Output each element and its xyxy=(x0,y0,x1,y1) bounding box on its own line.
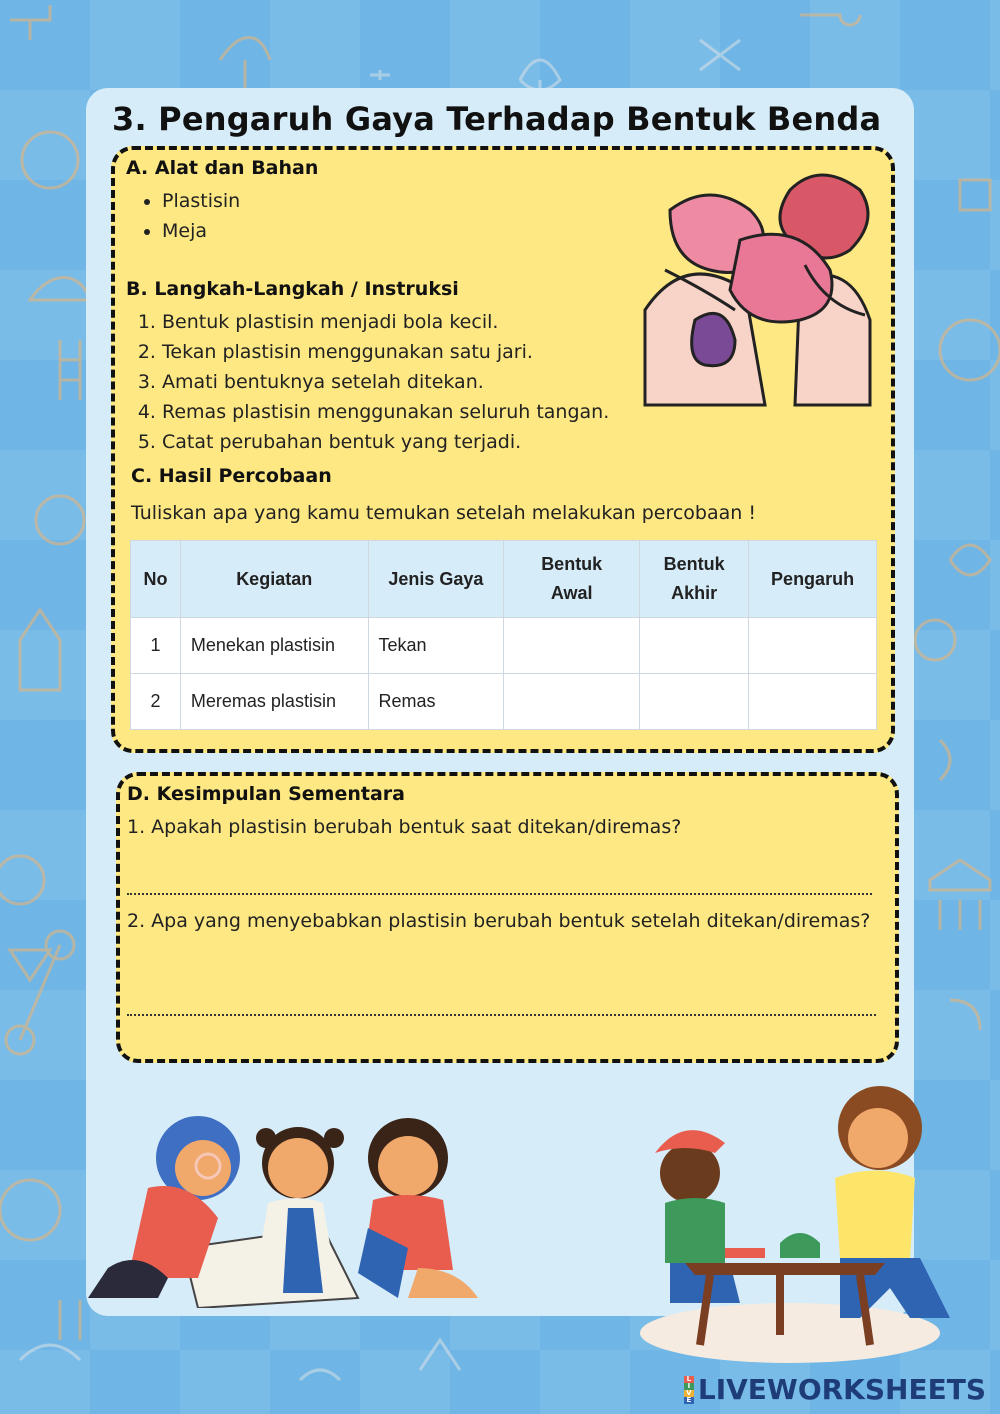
plasticine-hands-illustration xyxy=(640,170,880,410)
table-header: No xyxy=(131,541,181,618)
children-reading-illustration xyxy=(88,1108,488,1308)
section-a-heading: A. Alat dan Bahan xyxy=(126,157,319,179)
list-item: 4. Remas plastisin menggunakan seluruh tangan. xyxy=(162,397,609,427)
logo-mark-letter: V xyxy=(684,1390,694,1397)
table-cell: Meremas plastisin xyxy=(180,674,368,730)
table-cell: Remas xyxy=(368,674,504,730)
table-header: Pengaruh xyxy=(749,541,877,618)
answer-cell[interactable] xyxy=(504,618,640,674)
section-c-instruction: Tuliskan apa yang kamu temukan setelah melakukan percobaan ! xyxy=(131,502,756,524)
table-cell: Menekan plastisin xyxy=(180,618,368,674)
logo-mark-letter: E xyxy=(684,1397,694,1404)
table-cell: 2 xyxy=(131,674,181,730)
section-d-heading: D. Kesimpulan Sementara xyxy=(127,783,405,805)
table-header: Kegiatan xyxy=(180,541,368,618)
answer-cell[interactable] xyxy=(504,674,640,730)
list-item: 2. Tekan plastisin menggunakan satu jari. xyxy=(162,337,609,367)
materials-list xyxy=(140,186,240,246)
section-c-heading: C. Hasil Percobaan xyxy=(131,465,332,487)
logo-mark-letter: L xyxy=(684,1376,694,1383)
list-item: • Meja xyxy=(162,216,240,246)
list-item: • Plastisin xyxy=(162,186,240,216)
table-cell: 1 xyxy=(131,618,181,674)
answer-cell[interactable] xyxy=(749,674,877,730)
table-cell: Tekan xyxy=(368,618,504,674)
list-item: 3. Amati bentuknya setelah ditekan. xyxy=(162,367,609,397)
question-2: 2. Apa yang menyebabkan plastisin berubah bentuk setelah ditekan/diremas? xyxy=(127,910,871,932)
page-title: 3. Pengaruh Gaya Terhadap Bentuk Benda xyxy=(112,100,882,138)
logo-mark-letter: I xyxy=(684,1383,694,1390)
section-b-heading: B. Langkah-Langkah / Instruksi xyxy=(126,278,459,300)
boys-playing-illustration xyxy=(640,1078,960,1368)
table-header: Bentuk Awal xyxy=(504,541,640,618)
answer-cell[interactable] xyxy=(640,674,749,730)
table-row xyxy=(131,618,877,674)
list-item: 1. Bentuk plastisin menjadi bola kecil. xyxy=(162,307,609,337)
answer-line-1[interactable] xyxy=(127,893,872,895)
answer-cell[interactable] xyxy=(749,618,877,674)
brand-name: LIVEWORKSHEETS xyxy=(697,1373,986,1406)
table-header-row xyxy=(131,541,877,618)
results-table xyxy=(130,540,877,730)
list-item: 5. Catat perubahan bentuk yang terjadi. xyxy=(162,427,609,457)
liveworksheets-logo xyxy=(684,1373,986,1406)
logo-mark-icon xyxy=(684,1376,694,1404)
question-1: 1. Apakah plastisin berubah bentuk saat ditekan/diremas? xyxy=(127,816,682,838)
answer-line-2[interactable] xyxy=(127,1014,876,1016)
table-header: Jenis Gaya xyxy=(368,541,504,618)
answer-cell[interactable] xyxy=(640,618,749,674)
table-row xyxy=(131,674,877,730)
instructions-list xyxy=(140,307,609,457)
table-header: Bentuk Akhir xyxy=(640,541,749,618)
